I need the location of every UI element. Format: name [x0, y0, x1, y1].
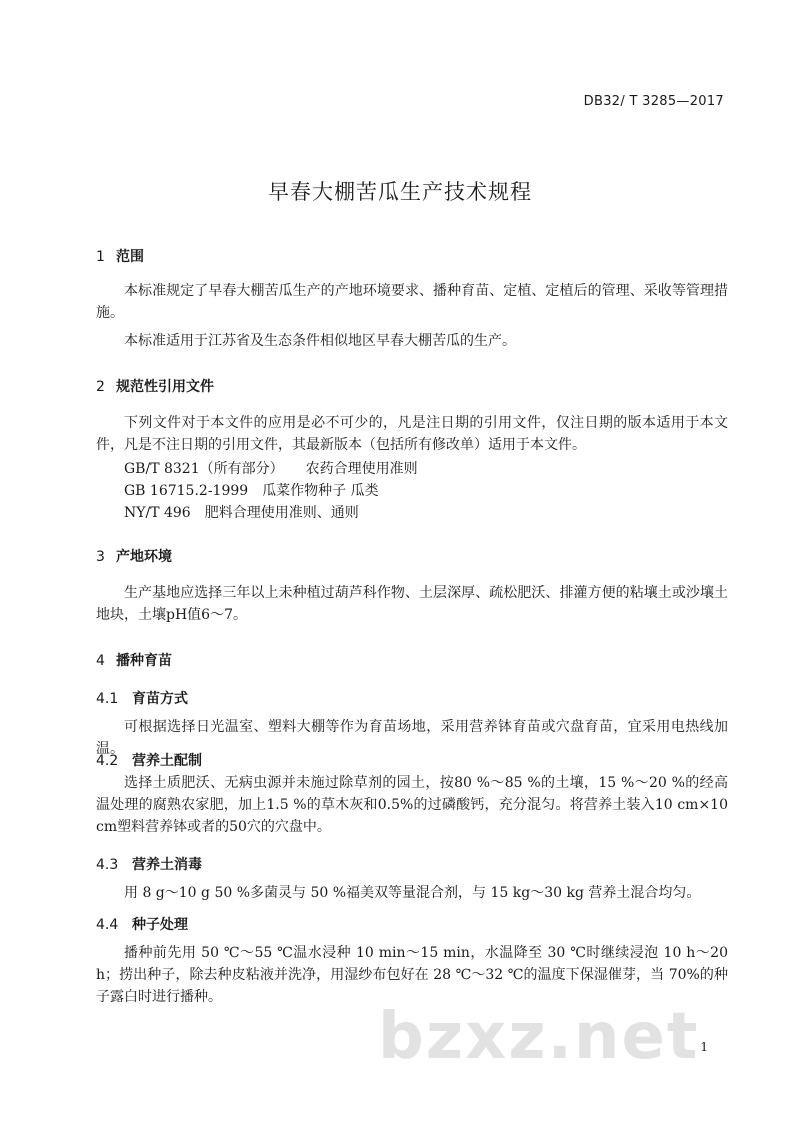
subsection-title: 营养土配制 [132, 753, 202, 769]
paragraph: 可根据选择日光温室、塑料大棚等作为育苗场地，采用营养钵育苗或穴盘育苗，宜采用电热线加温。 [96, 719, 728, 757]
reference-code: GB/T 8321（所有部分） [124, 461, 284, 477]
section-1-heading [96, 246, 144, 266]
subsection-number: 4.2 [96, 753, 119, 769]
watermark: bzxz.net [378, 1000, 700, 1074]
section-number: 3 [96, 549, 105, 565]
section-4-heading [96, 650, 172, 670]
reference-name: 农药合理使用准则 [305, 461, 418, 477]
subsection-title: 种子处理 [132, 917, 188, 933]
paragraph: 下列文件对于本文件的应用是必不可少的，凡是注日期的引用文件，仅注日期的版本适用于本文件，凡是不注日期的引用文件，其最新版本（包括所有修改单）适用于本文件。 [96, 415, 728, 453]
section-number: 4 [96, 653, 105, 669]
paragraph: 播种前先用 50 ℃～55 ℃温水浸种 10 min～15 min，水温降至 30 ℃时继续浸泡 10 h～20 h；捞出种子，除去种皮粘液并洗净，用湿纱布包好在 28 ℃～32 ℃的温度下保湿催芽，当 70%的种子露白时进行播种。 [96, 945, 728, 1005]
subsection-number: 4.4 [96, 917, 119, 933]
reference-item [124, 480, 379, 500]
section-number: 2 [96, 379, 105, 395]
subsection-4-2-heading [96, 750, 202, 770]
reference-item [124, 458, 418, 478]
reference-code: NY/T 496 [124, 505, 191, 521]
reference-code: GB 16715.2-1999 [124, 483, 249, 499]
standard-code: DB32/ T 3285—2017 [583, 94, 724, 109]
document-title: 早春大棚苦瓜生产技术规程 [268, 180, 532, 204]
subsection-4-1-heading [96, 688, 188, 708]
section-title: 范围 [116, 249, 144, 265]
paragraph: 本标准适用于江苏省及生态条件相似地区早春大棚苦瓜的生产。 [124, 333, 516, 349]
section-number: 1 [96, 249, 105, 265]
subsection-title: 营养土消毒 [132, 857, 202, 873]
subsection-4-3-heading [96, 854, 202, 874]
reference-name: 肥料合理使用准则、通则 [204, 505, 359, 521]
paragraph: 选择土质肥沃、无病虫源并未施过除草剂的园土，按80 %～85 %的土壤，15 %～20 %的经高温处理的腐熟农家肥，加上1.5 %的草木灰和0.5%的过磷酸钙，充分混匀。将营养土装入10 cm×10 cm塑料营养钵或者的50穴的穴盘中。 [96, 775, 728, 835]
subsection-number: 4.3 [96, 857, 119, 873]
subsection-4-4-heading [96, 914, 188, 934]
section-3-heading [96, 546, 172, 566]
page-number: 1 [700, 1040, 708, 1054]
paragraph: 用 8 g～10 g 50 %多菌灵与 50 %福美双等量混合剂，与 15 kg～30 kg 营养土混合均匀。 [124, 885, 701, 901]
paragraph: 本标准规定了早春大棚苦瓜生产的产地环境要求、播种育苗、定植、定植后的管理、采收等管理措施。 [96, 283, 728, 321]
paragraph: 生产基地应选择三年以上未种植过葫芦科作物、土层深厚、疏松肥沃、排灌方便的粘壤土或沙壤土地块，土壤pH值6～7。 [96, 585, 728, 623]
reference-item [124, 502, 359, 522]
reference-name: 瓜菜作物种子 瓜类 [262, 483, 379, 499]
subsection-number: 4.1 [96, 691, 119, 707]
section-title: 规范性引用文件 [116, 379, 214, 395]
subsection-title: 育苗方式 [132, 691, 188, 707]
section-title: 播种育苗 [116, 653, 172, 669]
section-2-heading [96, 376, 214, 396]
section-title: 产地环境 [116, 549, 172, 565]
